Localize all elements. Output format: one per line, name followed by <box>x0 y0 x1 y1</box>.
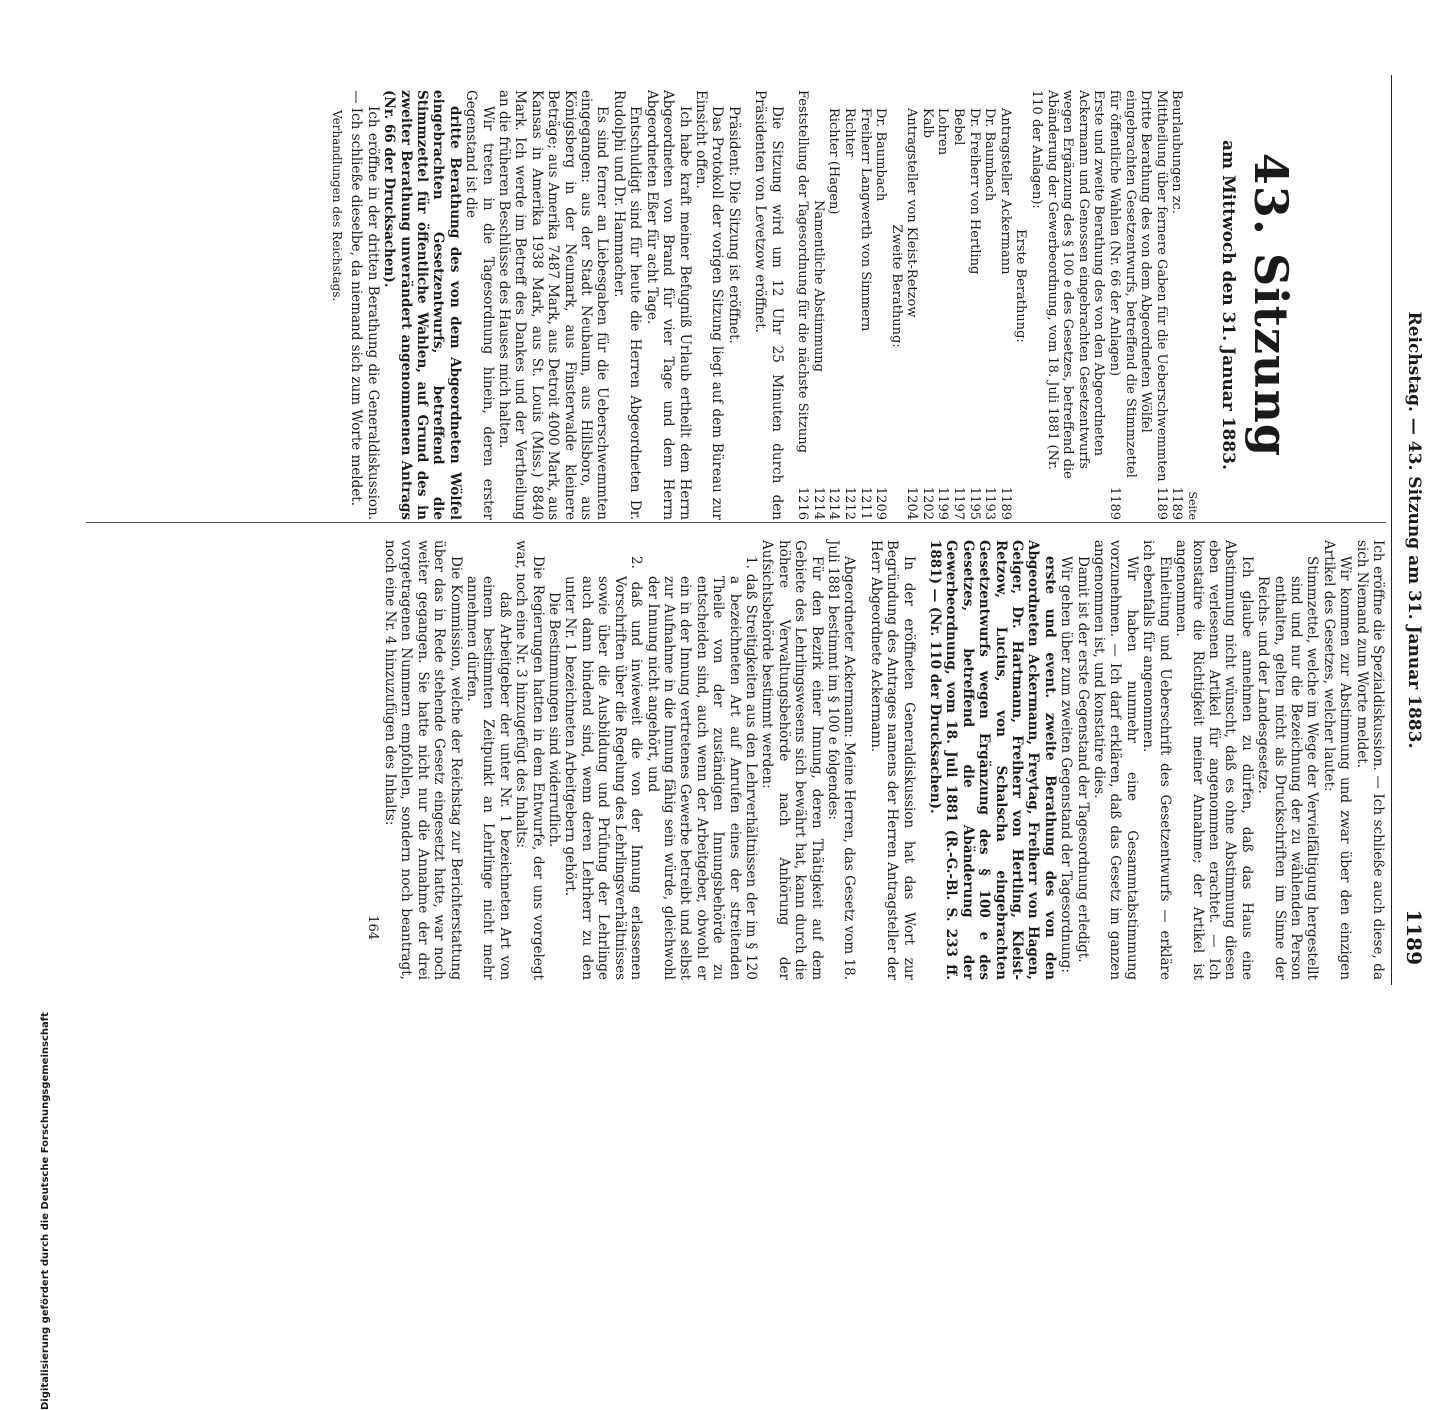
paragraph: Wir gehen über zum zweiten Gegenstand der Tagesordnung: <box>1058 556 1075 973</box>
toc-item-page: 1199 <box>935 486 951 520</box>
toc-item-text: Mittheilung über fernere Gaben für die Ueberschwemmten <box>1153 90 1169 482</box>
running-head: Reichstag. — 43. Sitzung am 31. Januar 1883. <box>1404 311 1424 749</box>
toc-item <box>904 90 920 520</box>
toc-item-page: 1197 <box>951 486 967 520</box>
toc-list <box>795 90 1185 520</box>
toc-item-text: Antragsteller Ackermann <box>997 108 1013 275</box>
paragraph: Ich habe kraft meiner Befugniß Urlaub ertheilt dem Herrn Abgeordneten von Brand für vier Tage und dem Herrn Abgeordneten Eßer für acht Tage. <box>643 90 693 520</box>
toc-item-page: 1216 <box>795 486 811 520</box>
paragraph: Die Bestimmungen sind widerruflich. <box>546 592 563 848</box>
paragraph: Die Sitzung wird um 12 Uhr 25 Minuten durch den Präsidenten von Levetzow eröffnet. <box>752 90 785 520</box>
paragraph: daß Arbeitgeber der unter Nr. 1 bezeichneten Art von einem bestimmten Zeitpunkt an Lehrlinge nicht mehr annehmen dürfen. <box>464 576 513 980</box>
paragraph: Es sind ferner an Liebesgaben für die Ueberschwemmten eingegangen: aus der Stadt Neubaum, aus Hillsboro, aus Königsberg in der Neumark, aus Finsterwalde kleinere Beträge; aus Amerika 7487 Mark, aus Detroit 4000 Mark, aus Kansas in Amerika 1938 Mark, aus St. Louis (Miss.) 8840 Mark. Ich werde im Betreff des Dankes und der Vertheilung an die früheren Beschlüsse des Hauses mich halten. <box>496 90 611 520</box>
toc-item-text: Dr. Freiherr von Hertling <box>966 108 982 275</box>
toc-item <box>982 90 998 520</box>
paragraph: 1. daß Streitigkeiten aus den Lehrverhältnissen der im § 120 a bezeichneten Art auf Anrufen eines der streitenden Theile von der zuständigen Innungsbehörde zu entscheiden sind, auch wenn der Arbeitgeber, obwohl er ein in der Innung vertretenes Gewerbe betreibt und selbst zur Aufnahme in die Innung fähig sein würde, gleichwohl der Innung nicht angehört, und <box>644 556 759 980</box>
toc-item <box>1013 90 1029 520</box>
toc-item-page: 1204 <box>904 486 920 520</box>
toc-item-text: Freiherr Langwerth von Simmern <box>857 108 873 332</box>
digitization-note: Digitalisierung gefördert durch die Deutsche Forschungsgemeinschaft <box>40 1012 51 1410</box>
toc-item-text: Zweite Berathung: <box>888 224 904 348</box>
paragraph: Ich eröffne die Spezialdiskussion. — Ich schließe auch diese, da sich Niemand zum Worte meldet. <box>1353 540 1386 980</box>
column-divider <box>86 522 1386 523</box>
paragraph: Wir kommen zur Abstimmung und zwar über den einzigen Artikel des Gesetzes, welcher lautet: <box>1320 540 1354 980</box>
toc-item-text: Kalb <box>919 108 935 138</box>
toc-item-text: Antragsteller von Kleist-Retzow <box>904 108 920 318</box>
toc-item-text: Erste Berathung: <box>1013 229 1029 343</box>
paragraph: Wir haben nunmehr eine Gesammtabstimmung vorzunehmen. — Ich darf erklären, daß das Gesetz im ganzen angenommen ist, und konstatire dies. <box>1091 540 1140 980</box>
toc-item-text: Lohren <box>935 108 951 156</box>
toc-item <box>935 90 951 520</box>
toc-item-page: 1202 <box>919 486 935 520</box>
toc-item-text: Richter (Hagen) <box>826 108 842 215</box>
sitting-date: am Mittwoch den 31. Januar 1883. <box>1218 140 1238 470</box>
toc-item <box>826 90 842 520</box>
toc-item <box>966 90 982 520</box>
toc-item-text: Dritte Berathung des von dem Abgeordneten Wölfel eingebrachten Gesetzentwurfs, betreffend die Stimmzettel für öffentliche Wahlen (Nr. 66 der Anlagen) <box>1107 90 1154 478</box>
paragraph: Wir treten in die Tagesordnung hinein, deren erster Gegenstand ist die <box>463 90 496 520</box>
paragraph: Damit ist der erste Gegenstand der Tagesordnung erledigt. <box>1074 556 1091 963</box>
toc-item-page: 1209 <box>873 486 889 520</box>
toc-item-page: 1195 <box>966 486 982 520</box>
paragraph: Entschuldigt sind für heute die Herren Abgeordneten Dr. Rudolphi und Dr. Hammacher. <box>610 90 644 520</box>
toc-item-page: 1193 <box>982 486 998 520</box>
left-body-text <box>348 90 785 520</box>
toc-item-page: 1211 <box>857 486 873 520</box>
toc-item <box>1153 90 1169 520</box>
toc-item-page: 1212 <box>841 486 857 520</box>
paragraph: Die Regierungen hatten in dem Entwurfe, der uns vorgelegt war, noch eine Nr. 3 hinzugefügt des Inhalts: <box>513 540 546 980</box>
toc-item <box>795 90 811 520</box>
paragraph: Stimmzettel, welche im Wege der Vervielfältigung hergestellt sind und nur die Bezeichnung der zu wählenden Person enthalten, gelten nicht als Druckschriften im Sinne der Reichs- und der Landesgesetze. <box>1255 556 1321 980</box>
toc-page-heading: Seite <box>1186 491 1199 520</box>
toc-item <box>857 90 873 520</box>
left-column <box>330 90 1386 520</box>
paragraph: 2. daß und inwieweit die von der Innung erlassenen Vorschriften über die Regelung des Lehrlingsverhältnisses sowie über die Ausbildung und Prüfung der Lehrlinge auch dann bindend sind, wenn deren Lehrherr zu den unter Nr. 1 bezeichneten Arbeitgebern gehört. <box>562 556 645 980</box>
signature-number: 164 <box>364 915 380 940</box>
toc-item-text: Richter <box>841 108 857 157</box>
page-number: 1189 <box>1402 909 1426 965</box>
header-rule <box>1391 75 1392 985</box>
paragraph: erste und event. zweite Berathung des von den Abgeordneten Ackermann, Freytag, Freiherr von Hagen, Geiger, Dr. Hartmann, Freiherr von Hertling, Kleist-Retzow, Lucius, von Schalscha eingebrachten Gesetzentwurfs wegen Ergänzung des § 100 e des Gesetzes, betreffend die Abänderung der Gewerbeordnung, vom 18. Juli 1881 (R.-G.-Bl. S. 233 ff. 1881) — (Nr. 110 der Drucksachen). <box>927 540 1058 980</box>
toc-item-page: 1214 <box>810 486 826 520</box>
toc-item <box>888 90 904 520</box>
toc-item-text: Erste und zweite Berathung des von den Abgeordneten Ackermann und Genossen eingebrachten Gesetzentwurfs wegen Ergänzung des § 100 e des Gesetzes, betreffend die Abänderung der Gewerbeordnung, vom 18. Juli 1881 (Nr. 110 der Anlagen): <box>1029 90 1107 479</box>
toc-item <box>1169 90 1185 520</box>
toc-item-text: Feststellung der Tagesordnung für die nächste Sitzung <box>795 90 811 453</box>
toc-item <box>997 90 1013 520</box>
toc-item-page: 1189 <box>1153 486 1169 520</box>
paragraph: In der eröffneten Generaldiskussion hat das Wort zur Begründung des Antrages namens der Herren Antragsteller der Herr Abgeordnete Ackermann. <box>867 540 917 980</box>
paragraph: Abgeordneter Ackermann: Meine Herren, das Gesetz vom 18. Juli 1881 bestimmt im § 100 e folgendes: <box>825 540 858 980</box>
paragraph: Einleitung und Ueberschrift des Gesetzentwurfs — erkläre ich ebenfalls für angenommen. <box>1140 540 1173 980</box>
toc-item-page: 1189 <box>1169 486 1185 520</box>
paragraph: Das Protokoll der vorigen Sitzung liegt auf dem Büreau zur Einsicht offen. <box>692 90 726 520</box>
toc-item <box>810 90 826 520</box>
toc-item-page: 1189 <box>997 486 1013 520</box>
toc-item <box>1106 90 1153 520</box>
paragraph: Präsident: Die Sitzung ist eröffnet. <box>725 106 742 344</box>
left-footer: Verhandlungen des Reichstags. <box>330 110 344 302</box>
toc-item-text: Dr. Baumbach <box>982 108 998 202</box>
right-body-text <box>382 540 1386 980</box>
right-column <box>365 540 1386 980</box>
paragraph: Für den Bezirk einer Innung, deren Thätigkeit auf dem Gebiete des Lehrlingswesens sich bewährt hat, kann durch die höhere Verwaltungsbehörde nach Anhörung der Aufsichtsbehörde bestimmt werden: <box>759 540 825 980</box>
toc-item <box>873 90 889 520</box>
toc-item <box>919 90 935 520</box>
toc-item-text: Beurlaubungen zc. <box>1169 90 1185 214</box>
toc-item <box>1028 90 1106 520</box>
toc-item-text: Bebel <box>951 108 967 146</box>
toc-item-page: 1189 <box>1107 486 1123 520</box>
sitting-title: 43. Sitzung <box>1244 152 1298 458</box>
paragraph: Ich eröffne in der dritten Berathung die Generaldiskussion. — Ich schließe dieselbe, da niemand sich zum Worte meldet. <box>348 90 381 520</box>
paragraph: Die Kommission, welche der Reichstag zur Berichterstattung über das in Rede stehende Gesetz eingesetzt hatte, war noch weiter gegangen. Sie hatte nicht nur die Annahme der drei vorgetragenen Nummern empfohlen, sondern noch beantragt, noch eine Nr. 4 hinzuzufügen des Inhalts: <box>382 540 464 980</box>
toc-item <box>951 90 967 520</box>
toc-item-page: 1214 <box>826 486 842 520</box>
toc-item-text: Dr. Baumbach <box>873 108 889 202</box>
toc-item <box>841 90 857 520</box>
toc-item-text: Namentliche Abstimmung <box>810 199 826 373</box>
paragraph: dritte Berathung des von dem Abgeordneten Wölfel eingebrachten Gesetzentwurfs, betreffend die Stimmzettel für öffentliche Wahlen, auf Grund des in zweiter Berathung unverändert angenommenen Antrags (Nr. 66 der Drucksachen). <box>381 90 463 520</box>
table-of-contents <box>795 90 1200 520</box>
paragraph: Ich glaube annehmen zu dürfen, daß das Haus eine Abstimmung nicht wünscht, daß es ohne Abstimmung diesen eben verlesenen Artikel für angenommen erachtet. — Ich konstatire die Richtigkeit meiner Annahme; der Artikel ist angenommen. <box>1173 540 1255 980</box>
